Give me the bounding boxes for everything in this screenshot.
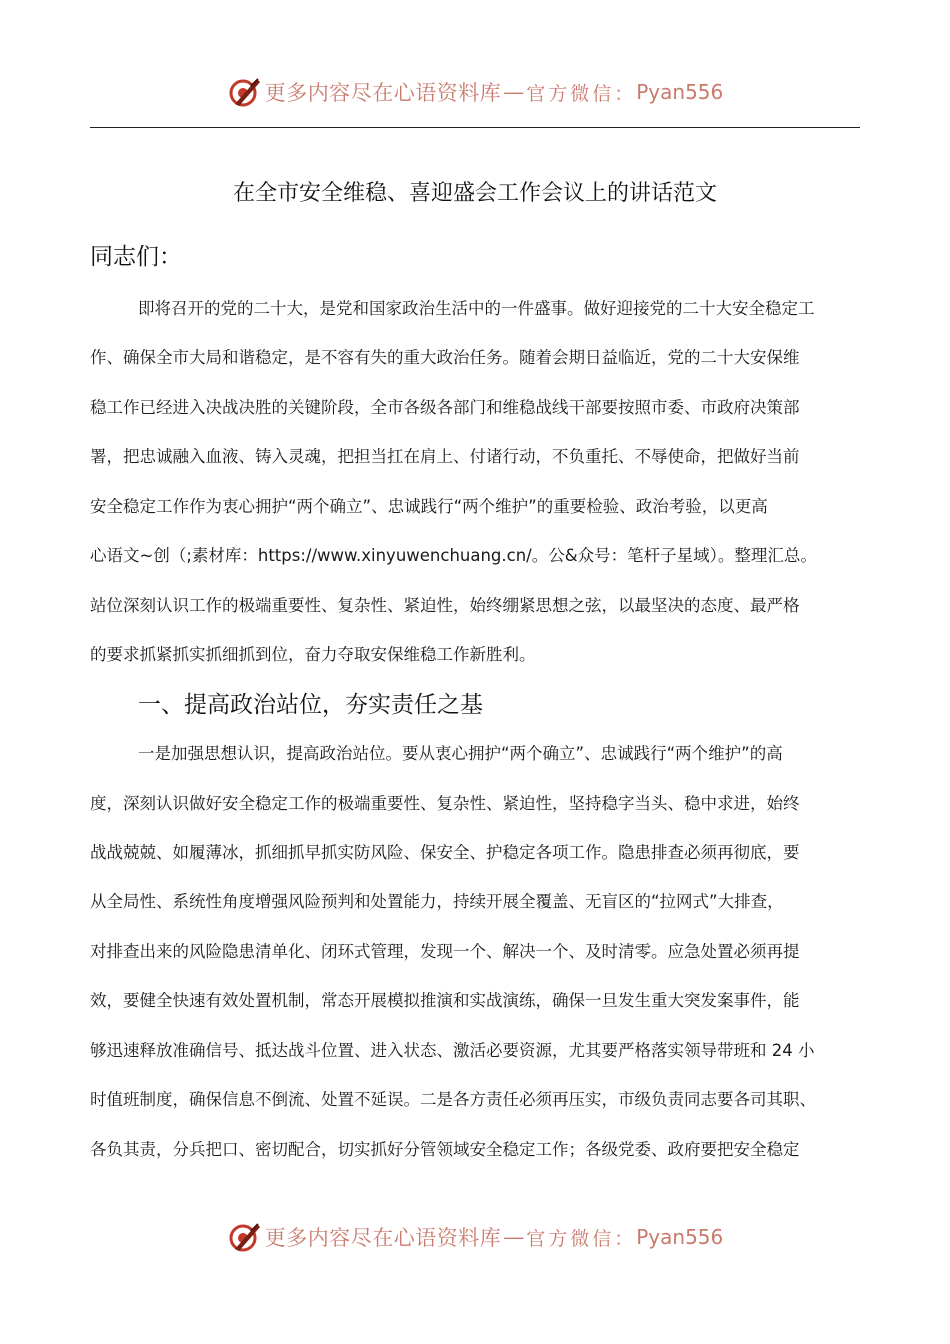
paragraph-line: 站位深刻认识工作的极端重要性、复杂性、紧迫性，始终绷紧思想之弦，以最坚决的态度、最严格 <box>90 596 800 615</box>
paragraph-line: 各负其责，分兵把口、密切配合，切实抓好分管领域安全稳定工作；各级党委、政府要把安全稳定 <box>90 1140 800 1159</box>
paragraph-line: 一是加强思想认识，提高政治站位。要从衷心拥护“两个确立”、忠诚践行“两个维护”的高 <box>138 744 783 763</box>
footer-wechat-label: 官方微信： <box>526 1227 637 1250</box>
header-divider <box>90 127 860 128</box>
paragraph-line: 从全局性、系统性角度增强风险预判和处置能力，持续开展全覆盖、无盲区的“拉网式”大排查， <box>90 892 784 911</box>
paragraph-line: 度，深刻认识做好安全稳定工作的极端重要性、复杂性、紧迫性，坚持稳字当头、稳中求进，始终 <box>90 794 800 813</box>
logo-icon <box>227 74 263 110</box>
document-title: 在全市安全维稳、喜迎盛会工作会议上的讲话范文 <box>232 181 717 206</box>
paragraph-line: 稳工作已经进入决战决胜的关键阶段，全市各级各部门和维稳战线干部要按照市委、市政府决策部 <box>90 398 800 417</box>
paragraph-line: 的要求抓紧抓实抓细抓到位，奋力夺取安保维稳工作新胜利。 <box>90 645 536 664</box>
paragraph-line: 即将召开的党的二十大，是党和国家政治生活中的一件盛事。做好迎接党的二十大安全稳定工 <box>138 299 815 318</box>
header-wechat-id: Pyan556 <box>636 80 724 104</box>
salutation: 同志们： <box>90 244 182 270</box>
paragraph-line: 够迅速释放准确信号、抵达战斗位置、进入状态、激活必要资源，尤其要严格落实领导带班和 24 小 <box>90 1041 815 1060</box>
header-text: 更多内容尽在心语资料库 <box>264 81 502 105</box>
footer-text: 更多内容尽在心语资料库 <box>264 1226 502 1250</box>
section-heading: 一、提高政治站位，夯实责任之基 <box>138 692 483 718</box>
logo-icon <box>227 1219 263 1255</box>
footer-separator: — <box>503 1225 525 1249</box>
paragraph-line: 作、确保全市大局和谐稳定，是不容有失的重大政治任务。随着会期日益临近，党的二十大安保维 <box>90 348 800 367</box>
footer-wechat-id: Pyan556 <box>636 1225 724 1249</box>
footer-banner <box>0 1215 950 1259</box>
paragraph-line: 心语文~创（;素材库：https://www.xinyuwenchuang.cn/。公&众号：笔杆子星域）。整理汇总。 <box>90 546 817 565</box>
paragraph-line: 署，把忠诚融入血液、铸入灵魂，把担当扛在肩上、付诸行动，不负重托、不辱使命，把做好当前 <box>90 447 800 466</box>
paragraph-line: 效，要健全快速有效处置机制，常态开展模拟推演和实战演练，确保一旦发生重大突发案事件，能 <box>90 991 800 1010</box>
paragraph-line: 时值班制度，确保信息不倒流、处置不延误。二是各方责任必须再压实，市级负责同志要各司其职、 <box>90 1090 816 1109</box>
header-separator: — <box>503 80 525 104</box>
header-wechat-label: 官方微信： <box>526 82 637 105</box>
paragraph-line: 战战兢兢、如履薄冰，抓细抓早抓实防风险、保安全、护稳定各项工作。隐患排查必须再彻底，要 <box>90 843 800 862</box>
paragraph-line: 安全稳定工作作为衷心拥护“两个确立”、忠诚践行“两个维护”的重要检验、政治考验，以更高 <box>90 497 768 516</box>
paragraph-line: 对排查出来的风险隐患清单化、闭环式管理，发现一个、解决一个、及时清零。应急处置必须再提 <box>90 942 800 961</box>
header-banner <box>0 70 950 114</box>
